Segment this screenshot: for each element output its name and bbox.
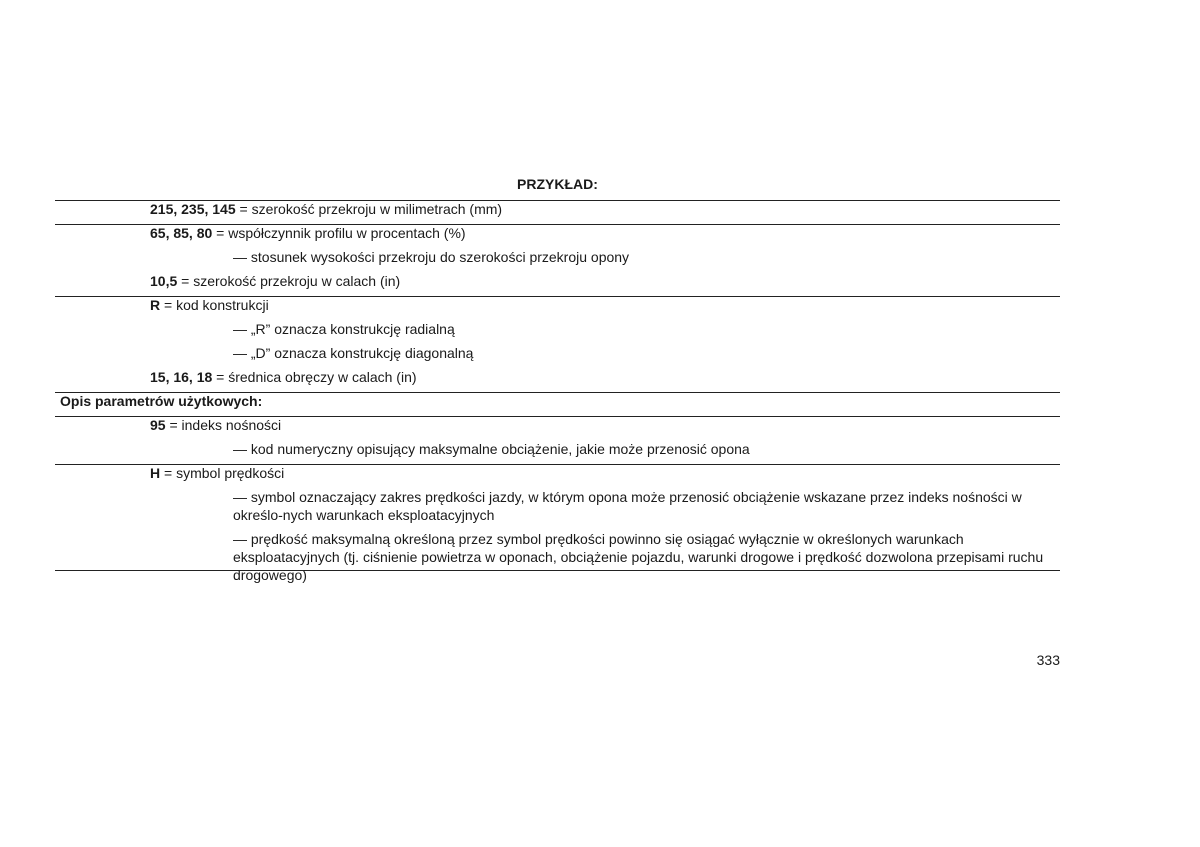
term: R xyxy=(150,297,161,313)
definition: = średnica obręczy w calach (in) xyxy=(212,369,417,385)
term: H xyxy=(150,465,161,481)
list-item xyxy=(150,464,284,482)
definition: — „R” oznacza konstrukcję radialną xyxy=(233,321,455,337)
rule xyxy=(55,570,1060,571)
list-item xyxy=(233,320,455,338)
list-item xyxy=(233,488,1048,524)
term: Opis parametrów użytkowych: xyxy=(60,393,263,409)
list-item xyxy=(233,248,629,266)
list-item xyxy=(150,200,502,218)
term: 10,5 xyxy=(150,273,178,289)
page-number: 333 xyxy=(1036,652,1060,668)
term: 15, 16, 18 xyxy=(150,369,213,385)
definition: = indeks nośności xyxy=(165,417,282,433)
list-item xyxy=(150,224,466,242)
list-item xyxy=(150,368,417,386)
definition: = symbol prędkości xyxy=(160,465,285,481)
definition: = kod konstrukcji xyxy=(160,297,269,313)
list-item xyxy=(150,272,400,290)
definition: = szerokość przekroju w calach (in) xyxy=(177,273,401,289)
list-item xyxy=(150,296,269,314)
term: 65, 85, 80 xyxy=(150,225,213,241)
definition: — kod numeryczny opisujący maksymalne obciążenie, jakie może przenosić opona xyxy=(233,441,750,457)
term: 215, 235, 145 xyxy=(150,201,236,217)
definition: — „D” oznacza konstrukcję diagonalną xyxy=(233,345,474,361)
definition: — prędkość maksymalną określoną przez symbol prędkości powinno się osiągać wyłącznie w określonych warunkach eksploatacyjnych (tj. ciśnienie powietrza w oponach, obciążenie pojazdu, warunki drogowe i prędkość dozwolona przepisami ruchu drogowego) xyxy=(233,531,1044,583)
definition: — stosunek wysokości przekroju do szerokości przekroju opony xyxy=(233,249,630,265)
definition: — symbol oznaczający zakres prędkości jazdy, w którym opona może przenosić obciążenie wskazane przez indeks nośności w określo-nych warunkach eksploatacyjnych xyxy=(233,489,1022,523)
definition: = szerokość przekroju w milimetrach (mm) xyxy=(235,201,503,217)
section-heading: PRZYKŁAD: xyxy=(517,176,598,192)
list-item xyxy=(233,530,1048,584)
term: 95 xyxy=(150,417,166,433)
list-item xyxy=(233,344,473,362)
definition: = współczynnik profilu w procentach (%) xyxy=(212,225,466,241)
list-item xyxy=(150,416,281,434)
list-item xyxy=(233,440,750,458)
subsection-heading xyxy=(60,392,262,410)
